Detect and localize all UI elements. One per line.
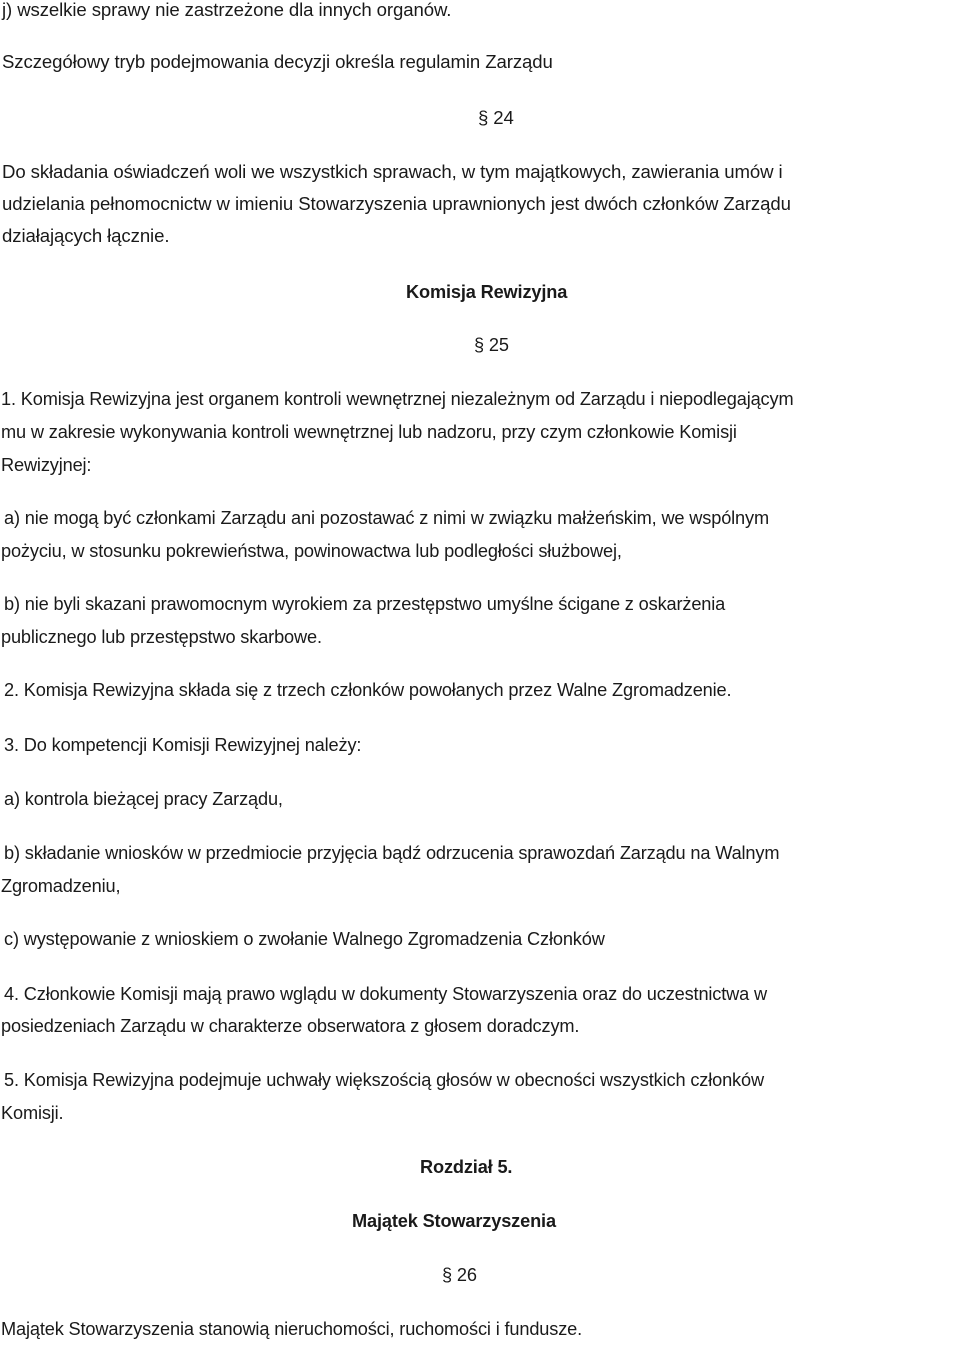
chapter-title: Rozdział 5.	[420, 1157, 513, 1177]
text-line: b) nie byli skazani prawomocnym wyrokiem za przestępstwo umyślne ścigane z oskarżenia	[4, 594, 726, 614]
section-heading: Komisja Rewizyjna	[406, 282, 568, 302]
text-line: posiedzeniach Zarządu w charakterze obserwatora z głosem doradczym.	[1, 1016, 580, 1036]
text-line: Komisji.	[1, 1103, 64, 1123]
point-3: 3. Do kompetencji Komisji Rewizyjnej należy:	[4, 735, 362, 755]
detail-mode-text: Szczegółowy tryb podejmowania decyzji określa regulamin Zarządu	[2, 51, 553, 72]
paragraph-number-24: § 24	[478, 107, 514, 128]
list-item-j: j) wszelkie sprawy nie zastrzeżone dla innych organów.	[2, 0, 452, 20]
text-line: 1. Komisja Rewizyjna jest organem kontroli wewnętrznej niezależnym od Zarządu i niepodlegającym	[1, 389, 794, 409]
point-3-a: a) kontrola bieżącej pracy Zarządu,	[4, 789, 283, 809]
point-3-c: c) występowanie z wnioskiem o zwołanie Walnego Zgromadzenia Członków	[4, 929, 605, 949]
text-line: pożyciu, w stosunku pokrewieństwa, powinowactwa lub podległości służbowej,	[1, 541, 622, 561]
text-line: Do składania oświadczeń woli we wszystkich sprawach, w tym majątkowych, zawierania umów i	[2, 161, 783, 182]
paragraph-number-26: § 26	[442, 1265, 477, 1285]
chapter-subtitle: Majątek Stowarzyszenia	[352, 1211, 556, 1231]
text-line: b) składanie wniosków w przedmiocie przyjęcia bądź odrzucenia sprawozdań Zarządu na Walnym	[4, 843, 780, 863]
text-line: 5. Komisja Rewizyjna podejmuje uchwały większością głosów w obecności wszystkich członków	[4, 1070, 764, 1090]
text-line: 4. Członkowie Komisji mają prawo wglądu w dokumenty Stowarzyszenia oraz do uczestnictwa w	[4, 984, 767, 1004]
text-line: publicznego lub przestępstwo skarbowe.	[1, 627, 322, 647]
text-line: Rewizyjnej:	[1, 455, 92, 475]
text-line: mu w zakresie wykonywania kontroli wewnętrznej lub nadzoru, przy czym członkowie Komisji	[1, 422, 737, 442]
text-line: działających łącznie.	[2, 225, 170, 246]
paragraph-number-25: § 25	[474, 335, 509, 355]
text-line: Zgromadzeniu,	[1, 876, 121, 896]
text-line: a) nie mogą być członkami Zarządu ani pozostawać z nimi w związku małżeńskim, we wspólnym	[4, 508, 769, 528]
paragraph-26-text: Majątek Stowarzyszenia stanowią nieruchomości, ruchomości i fundusze.	[1, 1319, 583, 1339]
text-line: udzielania pełnomocnictw w imieniu Stowarzyszenia uprawnionych jest dwóch członków Zarządu	[2, 193, 791, 214]
point-2: 2. Komisja Rewizyjna składa się z trzech członków powołanych przez Walne Zgromadzenie.	[4, 680, 732, 700]
